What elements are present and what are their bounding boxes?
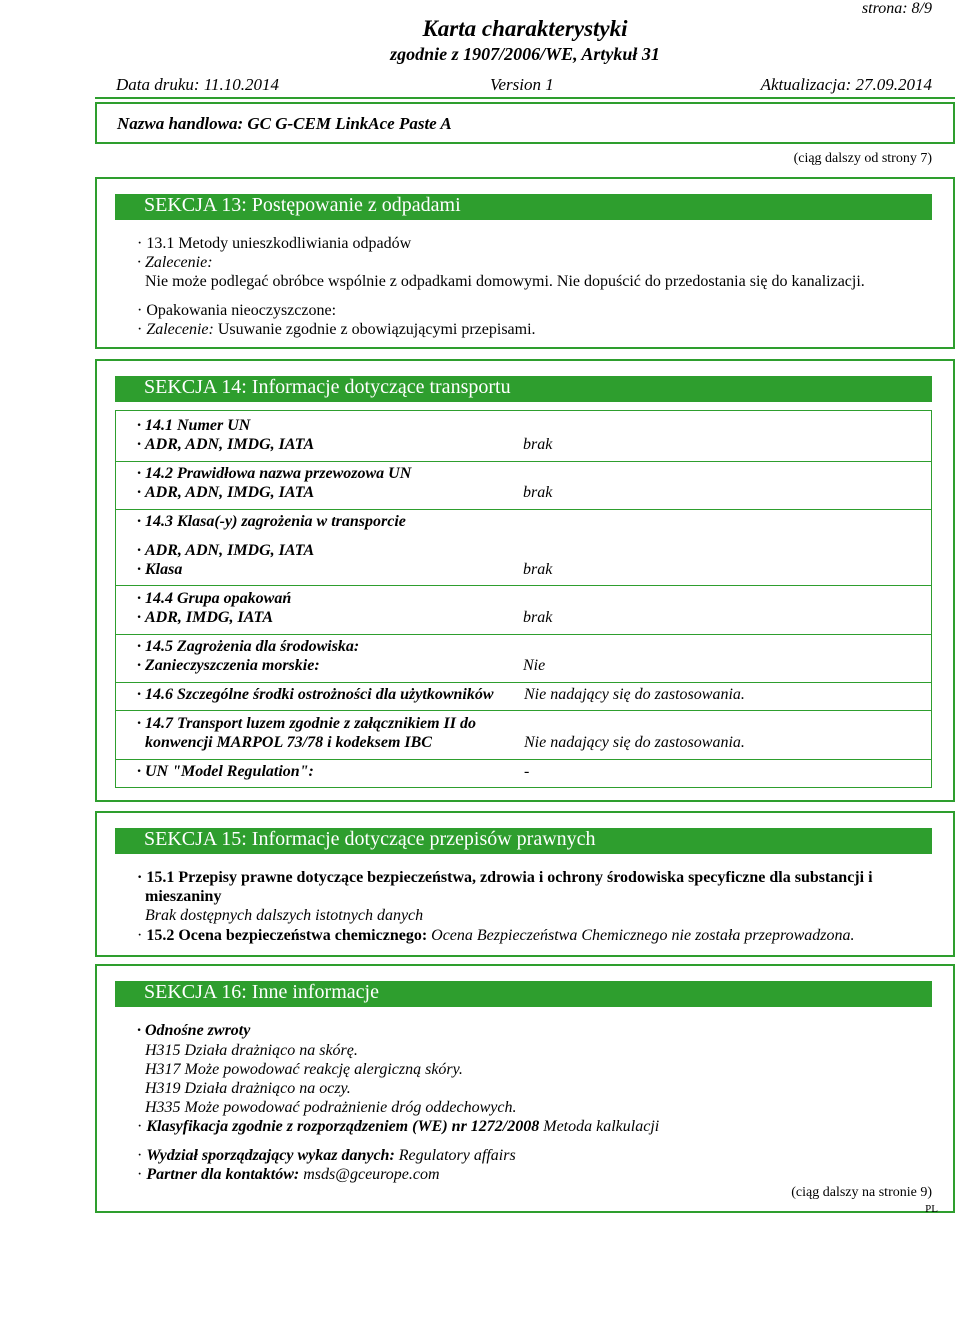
packing-group-head: · 14.4 Grupa opakowań — [137, 590, 292, 607]
update-date: Aktualizacja: 27.09.2014 — [760, 75, 932, 94]
s15-regulations-line1: · 15.1 Przepisy prawne dotyczące bezpieczeństwa, zdrowia i ochrony środowiska specyficzne dla substancji i — [137, 869, 873, 886]
s13-packaging: · Opakowania nieoczyszczone: — [137, 302, 337, 319]
classification: · Klasyfikacja zgodnie z rozporządzeniem (WE) nr 1272/2008 Metoda kalkulacji — [137, 1118, 660, 1135]
language-code: PL — [925, 1203, 938, 1215]
bulk-transport-label-1: · 14.7 Transport luzem zgodnie z załącznikiem II do — [137, 715, 477, 732]
section-15-title: SEKCJA 15: Informacje dotyczące przepisów prawnych — [115, 828, 932, 854]
s13-recommendation-text: Nie może podlegać obróbce wspólnie z odpadkami domowymi. Nie dopuścić do przedostania się do kanalizacji. — [145, 273, 865, 290]
s13-methods: · 13.1 Metody unieszkodliwiania odpadów — [137, 235, 412, 252]
version: Version 1 — [490, 75, 554, 94]
special-precautions-value: Nie nadający się do zastosowania. — [524, 686, 745, 703]
bulk-transport-value: Nie nadający się do zastosowania. — [524, 734, 745, 751]
shipping-name-value: brak — [523, 484, 553, 501]
shipping-name-label: · ADR, ADN, IMDG, IATA — [137, 484, 315, 501]
header-rule — [95, 97, 955, 99]
phrase-h315: H315 Działa drażniąco na skórę. — [145, 1042, 358, 1059]
section-13-title: SEKCJA 13: Postępowanie z odpadami — [115, 194, 932, 220]
shipping-name-head: · 14.2 Prawidłowa nazwa przewozowa UN — [137, 465, 412, 482]
document-subtitle: zgodnie z 1907/2006/WE, Artykuł 31 — [390, 44, 660, 64]
trade-name-box — [95, 102, 955, 144]
packing-group-value: brak — [523, 609, 553, 626]
page-number: strona: 8/9 — [861, 0, 932, 17]
relevant-phrases-label: · Odnośne zwroty — [137, 1022, 251, 1039]
phrase-h319: H319 Działa drażniąco na oczy. — [145, 1080, 351, 1097]
un-number-label: · ADR, ADN, IMDG, IATA — [137, 436, 315, 453]
special-precautions-label: · 14.6 Szczególne środki ostrożności dla użytkowników — [137, 686, 494, 703]
section-16-title: SEKCJA 16: Inne informacje — [115, 981, 932, 1007]
env-hazard-head: · 14.5 Zagrożenia dla środowiska: — [137, 638, 360, 655]
s15-chem-safety: · 15.2 Ocena bezpieczeństwa chemicznego: Ocena Bezpieczeństwa Chemicznego nie została przeprowadzona. — [137, 927, 855, 944]
model-regulation-label: · UN "Model Regulation": — [137, 763, 314, 780]
hazard-class-head: · 14.3 Klasa(-y) zagrożenia w transporcie — [137, 513, 406, 530]
hazard-class-label: · ADR, ADN, IMDG, IATA — [137, 542, 315, 559]
s15-regulations-line2: mieszaniny — [145, 888, 222, 905]
s13-recommendation-label: · Zalecenie: — [137, 254, 213, 271]
un-number-head: · 14.1 Numer UN — [137, 417, 251, 434]
trade-name: Nazwa handlowa: GC G-CEM LinkAce Paste A — [117, 114, 452, 133]
s15-no-data: Brak dostępnych dalszych istotnych danych — [145, 907, 424, 924]
model-regulation-value: - — [524, 763, 530, 780]
marine-pollutant-value: Nie — [523, 657, 546, 674]
marine-pollutant-label: · Zanieczyszczenia morskie: — [137, 657, 320, 674]
s13-packaging-recommendation: · Zalecenie: Usuwanie zgodnie z obowiązującymi przepisami. — [137, 321, 536, 338]
continued-from: (ciąg dalszy od strony 7) — [793, 151, 932, 166]
packing-group-label: · ADR, IMDG, IATA — [137, 609, 274, 626]
hazard-class-sub: · Klasa — [137, 561, 183, 578]
phrase-h335: H335 Może powodować podrażnienie dróg oddechowych. — [145, 1099, 517, 1116]
document-title: Karta charakterystyki — [422, 16, 628, 41]
continued-to: (ciąg dalszy na stronie 9) — [791, 1185, 932, 1200]
contact-partner: · Partner dla kontaktów: msds@gceurope.com — [137, 1166, 440, 1183]
print-date: Data druku: 11.10.2014 — [116, 75, 280, 94]
section-14-title: SEKCJA 14: Informacje dotyczące transportu — [115, 376, 932, 402]
un-number-value: brak — [523, 436, 553, 453]
hazard-class-value: brak — [523, 561, 553, 578]
phrase-h317: H317 Może powodować reakcję alergiczną skóry. — [145, 1061, 463, 1078]
bulk-transport-label-2: konwencji MARPOL 73/78 i kodeksem IBC — [145, 734, 432, 751]
issuing-department: · Wydział sporządzający wykaz danych: Regulatory affairs — [137, 1147, 516, 1164]
